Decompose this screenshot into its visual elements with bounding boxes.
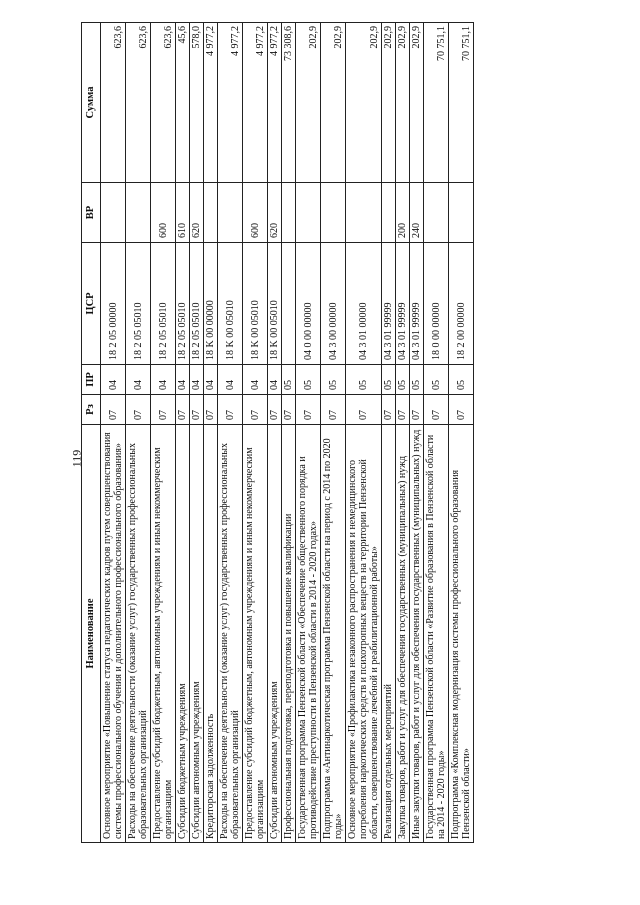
cell-name: Основное мероприятие «Профилактика незаконного распространения и немедицинского потребления наркотических средств и психотропных веществ на территории Пензенской области, совершенствование лечебной и реабилитационной работы» (346, 425, 382, 843)
cell-rz: 07 (204, 395, 218, 425)
cell-pr: 05 (382, 365, 396, 395)
cell-rz: 07 (410, 395, 424, 425)
cell-rz: 07 (296, 395, 321, 425)
cell-pr: 04 (101, 365, 126, 395)
cell-vr (449, 183, 474, 243)
cell-name: Подпрограмма «Комплексная модернизация системы профессионального образования Пензенской области» (449, 425, 474, 843)
cell-rz: 07 (449, 395, 474, 425)
cell-csr: 18 2 00 00000 (449, 243, 474, 365)
cell-vr (321, 183, 346, 243)
cell-vr: 240 (410, 183, 424, 243)
cell-vr (346, 183, 382, 243)
cell-pr: 04 (243, 365, 268, 395)
rotated-table-container (81, 23, 579, 843)
page-number: 119 (69, 449, 84, 468)
cell-name: Субсидии автономным учреждениям (268, 425, 282, 843)
table-row (410, 23, 424, 843)
table-row (176, 23, 190, 843)
cell-vr: 620 (268, 183, 282, 243)
cell-name: Расходы на обеспечение деятельности (оказание услуг) государственных профессиональных образовательных организаций (126, 425, 151, 843)
cell-pr: 04 (204, 365, 218, 395)
cell-sum: 202,9 (396, 23, 410, 183)
cell-pr: 05 (282, 365, 296, 395)
cell-sum: 202,9 (296, 23, 321, 183)
header-name: Наименование (82, 425, 101, 843)
cell-name: Кредиторская задолженность (204, 425, 218, 843)
cell-pr: 04 (190, 365, 204, 395)
cell-name: Субсидии бюджетным учреждениям (176, 425, 190, 843)
cell-vr (126, 183, 151, 243)
cell-sum: 578,0 (190, 23, 204, 183)
cell-pr: 04 (126, 365, 151, 395)
table-row (126, 23, 151, 843)
cell-name: Подпрограмма «Антинаркотическая программа Пензенской области на период с 2014 по 2020 годы» (321, 425, 346, 843)
table-row (190, 23, 204, 843)
cell-vr (296, 183, 321, 243)
cell-csr: 18 K 00 05010 (218, 243, 243, 365)
cell-csr: 18 K 00 05010 (243, 243, 268, 365)
cell-rz: 07 (218, 395, 243, 425)
cell-pr: 04 (176, 365, 190, 395)
header-vr: ВР (82, 183, 101, 243)
table-row (449, 23, 474, 843)
cell-csr: 18 2 05 05010 (126, 243, 151, 365)
cell-vr: 620 (190, 183, 204, 243)
cell-vr (424, 183, 449, 243)
table-row (424, 23, 449, 843)
table-row (346, 23, 382, 843)
cell-rz: 07 (424, 395, 449, 425)
cell-csr: 18 2 05 05010 (190, 243, 204, 365)
table-row (101, 23, 126, 843)
cell-rz: 07 (126, 395, 151, 425)
cell-rz: 07 (101, 395, 126, 425)
cell-sum: 623,6 (101, 23, 126, 183)
cell-rz: 07 (382, 395, 396, 425)
cell-csr: 04 3 01 99999 (382, 243, 396, 365)
cell-rz: 07 (190, 395, 204, 425)
cell-rz: 07 (243, 395, 268, 425)
cell-pr: 05 (424, 365, 449, 395)
cell-vr: 610 (176, 183, 190, 243)
cell-rz: 07 (321, 395, 346, 425)
cell-rz: 07 (282, 395, 296, 425)
cell-pr: 04 (218, 365, 243, 395)
header-rz: Рз (82, 395, 101, 425)
table-row (321, 23, 346, 843)
cell-csr: 04 3 00 00000 (321, 243, 346, 365)
cell-sum: 45,6 (176, 23, 190, 183)
cell-sum: 4 977,2 (218, 23, 243, 183)
cell-sum: 202,9 (410, 23, 424, 183)
cell-sum: 4 977,2 (204, 23, 218, 183)
table-row (396, 23, 410, 843)
budget-table (81, 22, 474, 843)
cell-name: Государственная программа Пензенской области «Обеспечение общественного порядка и противодействие преступности в Пензенской области в 2014 - 2020 годах» (296, 425, 321, 843)
cell-sum: 70 751,1 (449, 23, 474, 183)
cell-vr (218, 183, 243, 243)
cell-rz: 07 (176, 395, 190, 425)
cell-name: Государственная программа Пензенской области «Развитие образования в Пензенской области на 2014 - 2020 годы» (424, 425, 449, 843)
cell-sum: 623,6 (126, 23, 151, 183)
cell-pr: 04 (151, 365, 176, 395)
cell-sum: 623,6 (151, 23, 176, 183)
table-header-row (82, 23, 101, 843)
table-row (296, 23, 321, 843)
cell-sum: 4 977,2 (243, 23, 268, 183)
cell-csr: 18 2 05 00000 (101, 243, 126, 365)
cell-vr: 200 (396, 183, 410, 243)
cell-name: Основное мероприятие «Повышение статуса педагогических кадров путем совершенствования системы профессионального обучения и дополнительного профессионального образования» (101, 425, 126, 843)
cell-name: Иные закупки товаров, работ и услуг для обеспечения государственных (муниципальных) нужд (410, 425, 424, 843)
header-sum: Сумма (82, 23, 101, 183)
cell-csr: 04 3 01 99999 (410, 243, 424, 365)
header-pr: ПР (82, 365, 101, 395)
cell-csr: 18 K 00 00000 (204, 243, 218, 365)
cell-vr (101, 183, 126, 243)
cell-rz: 07 (268, 395, 282, 425)
cell-pr: 05 (410, 365, 424, 395)
cell-vr (204, 183, 218, 243)
cell-rz: 07 (151, 395, 176, 425)
cell-pr: 05 (296, 365, 321, 395)
cell-pr: 04 (268, 365, 282, 395)
table-row (151, 23, 176, 843)
cell-name: Реализация отдельных мероприятий (382, 425, 396, 843)
cell-csr: 04 3 01 99999 (396, 243, 410, 365)
cell-name: Субсидии автономным учреждениям (190, 425, 204, 843)
cell-pr: 05 (321, 365, 346, 395)
cell-rz: 07 (346, 395, 382, 425)
table-row (282, 23, 296, 843)
table-row (218, 23, 243, 843)
cell-csr: 18 0 00 00000 (424, 243, 449, 365)
cell-name: Закупка товаров, работ и услуг для обеспечения государственных (муниципальных) нужд (396, 425, 410, 843)
cell-csr: 04 3 01 00000 (346, 243, 382, 365)
cell-sum: 202,9 (382, 23, 396, 183)
table-body (101, 23, 474, 843)
header-csr: ЦСР (82, 243, 101, 365)
cell-vr: 600 (151, 183, 176, 243)
cell-sum: 4 977,2 (268, 23, 282, 183)
cell-csr: 04 0 00 00000 (296, 243, 321, 365)
cell-vr: 600 (243, 183, 268, 243)
cell-sum: 73 308,6 (282, 23, 296, 183)
cell-vr (282, 183, 296, 243)
cell-csr: 18 2 05 05010 (176, 243, 190, 365)
cell-sum: 202,9 (346, 23, 382, 183)
cell-name: Профессиональная подготовка, переподготовка и повышение квалификации (282, 425, 296, 843)
cell-name: Предоставление субсидий бюджетным, автономным учреждениям и иным некоммерческим организациям (243, 425, 268, 843)
cell-csr: 18 2 05 05010 (151, 243, 176, 365)
cell-pr: 05 (396, 365, 410, 395)
cell-name: Расходы на обеспечение деятельности (оказание услуг) государственных профессиональных образовательных организаций (218, 425, 243, 843)
cell-csr: 18 K 00 05010 (268, 243, 282, 365)
cell-vr (382, 183, 396, 243)
cell-pr: 05 (449, 365, 474, 395)
cell-sum: 70 751,1 (424, 23, 449, 183)
cell-name: Предоставление субсидий бюджетным, автономным учреждениям и иным некоммерческим организациям (151, 425, 176, 843)
cell-sum: 202,9 (321, 23, 346, 183)
cell-csr (282, 243, 296, 365)
table-row (243, 23, 268, 843)
table-row (382, 23, 396, 843)
table-row (268, 23, 282, 843)
table-row (204, 23, 218, 843)
cell-pr: 05 (346, 365, 382, 395)
cell-rz: 07 (396, 395, 410, 425)
